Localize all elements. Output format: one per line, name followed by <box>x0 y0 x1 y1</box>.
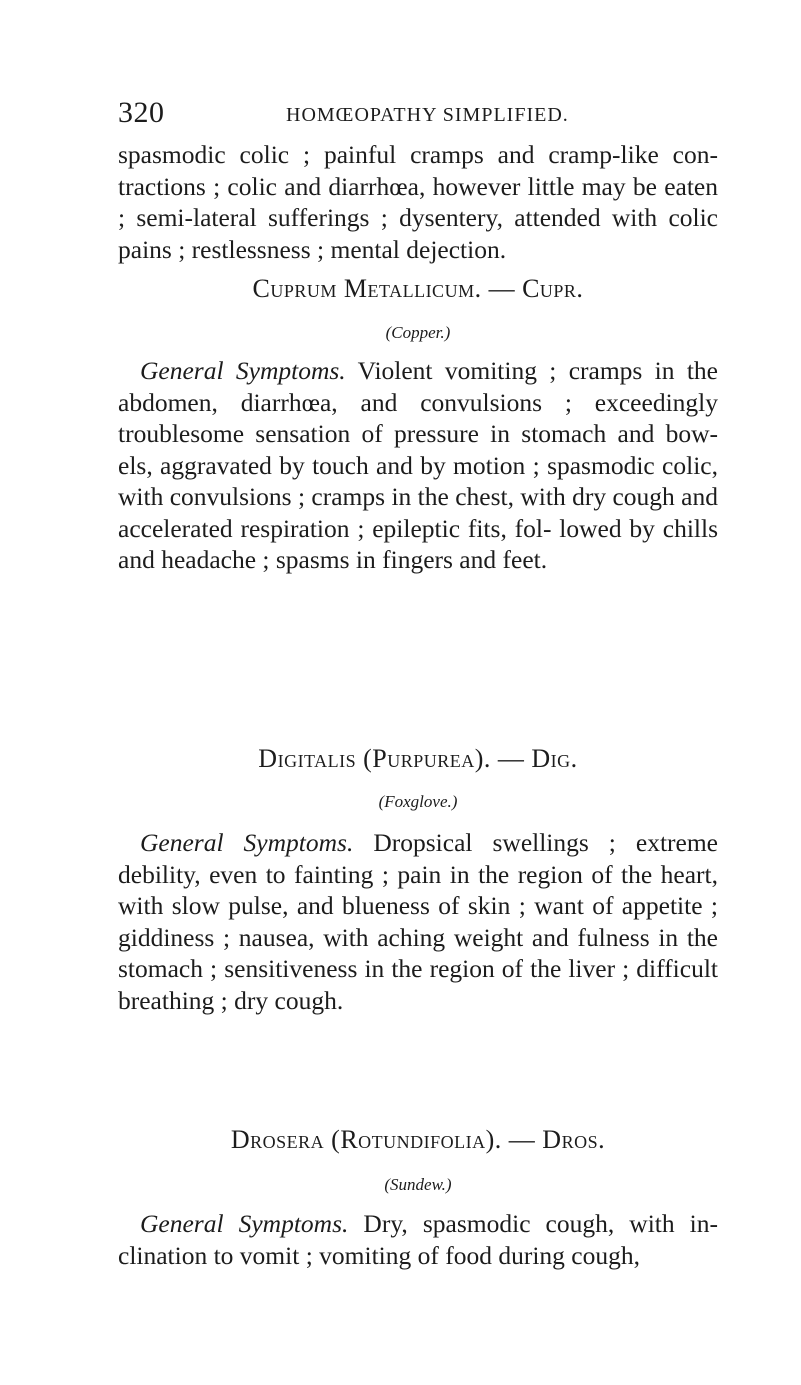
entry-text: Dropsical swellings ; extreme debility, even to fainting ; pain in the region of the heart, with slow pulse, and blueness of skin ; want of appetite ; giddiness ; nausea, with aching weight and fulness in the stomach ; sensitiveness in the region of the liver ; difficult breathing ; dry cough. <box>118 828 719 1015</box>
page-header <box>118 96 698 136</box>
entry-lead: General Symptoms. <box>140 828 354 857</box>
intro-paragraph: spasmodic colic ; painful cramps and cramp-like con- tractions ; colic and diarrhœa, however little may be eaten ; semi-lateral sufferings ; dysentery, attended with colic pains ; restlessness ; mental dejection. <box>118 140 718 264</box>
section-title-drosera: Drosera (Rotundifolia). — Dros. <box>230 1125 606 1154</box>
entry-text: Dry, spasmodic cough, with in- clination to vomit ; vomiting of food during cough, <box>118 1209 718 1270</box>
entry-cuprum <box>118 355 718 576</box>
common-name-copper: (Copper.) <box>385 323 451 342</box>
page-number: 320 <box>118 96 165 129</box>
entry-lead: General Symptoms. <box>140 1209 349 1238</box>
entry-text: Violent vomiting ; cramps in the abdomen, diarrhœa, and convulsions ; exceedingly troublesome sensation of pressure in stomach and bow- els, aggravated by touch and by motion ; spasmodic colic, with convulsions ; cramps in the chest, with dry cough and accelerated respiration ; epileptic fits, fol- lowed by chills and headache ; spasms in fingers and feet. <box>118 356 719 574</box>
entry-lead: General Symptoms. <box>140 356 346 385</box>
running-head: HOMŒOPATHY SIMPLIFIED. <box>286 104 569 126</box>
entry-digitalis <box>118 827 718 1016</box>
section-title-cuprum: Cuprum Metallicum. — Cupr. <box>252 274 584 303</box>
common-name-sundew: (Sundew.) <box>384 1175 452 1194</box>
common-name-foxglove: (Foxglove.) <box>378 792 458 811</box>
entry-drosera <box>118 1208 718 1271</box>
section-title-digitalis: Digitalis (Purpurea). — Dig. <box>258 744 578 773</box>
